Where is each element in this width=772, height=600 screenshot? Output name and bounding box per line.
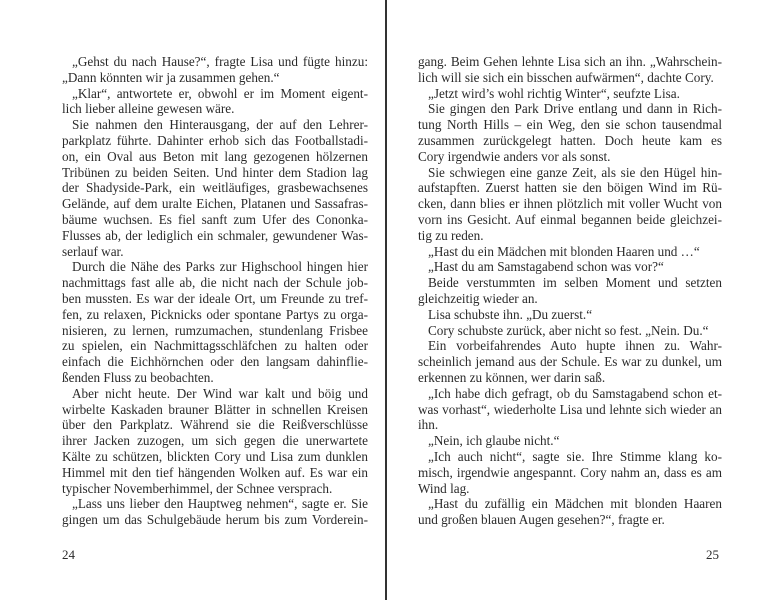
paragraph [418, 101, 722, 164]
text-line: tung North Hills – ein Weg, den sie schon tausendmal [418, 117, 722, 133]
text-line: der Shadyside-Park, ein weitläufiges, grasbewachsenes [62, 180, 368, 196]
text-line: cken, dann blies er ihnen plötzlich mit voller Wucht von [418, 196, 722, 212]
paragraph [62, 496, 368, 528]
text-line: Wind lag. [418, 480, 470, 496]
text-line: zusammen zurückgelegt hatten. Doch heute kam es [418, 132, 722, 148]
text-line: über den Parkplatz. Während sie die Reißverschlüsse [62, 417, 368, 433]
text-line: parkplatz führte. Dahinter erhob sich das Footballstadi- [62, 132, 368, 148]
text-line: Sie nahmen den Hinterausgang, der auf den Lehrer- [72, 117, 368, 133]
text-line: Flusses ab, der lediglich ein schmaler, gewundener Was- [62, 227, 368, 243]
paragraph [418, 449, 722, 496]
text-line: Cory irgendwie anders vor als sonst. [418, 148, 611, 164]
text-line: Ein vorbeifahrendes Auto hupte ihnen zu. Wahr- [428, 338, 722, 354]
paragraph [418, 496, 722, 528]
text-line: scheinlich jemand aus der Schule. Es war zu dunkel, um [418, 354, 722, 370]
paragraph [62, 117, 368, 259]
text-line: bäume wuchsen. Es fiel sanft zum Ufer des Cononka- [62, 211, 368, 227]
text-line: „Jetzt wird’s wohl richtig Winter“, seufzte Lisa. [428, 85, 680, 101]
text-line: fen, zu relaxen, Picknicks oder spontane Partys zu orga- [62, 306, 368, 322]
paragraph [62, 86, 368, 118]
text-line: Kälte zu schützen, blickten Cory und Lisa zum dunklen [62, 448, 368, 464]
text-line: Lisa schubste ihn. „Du zuerst.“ [428, 306, 593, 322]
text-line: Cory schubste zurück, aber nicht so fest. „Nein. Du.“ [428, 322, 709, 338]
paragraph [418, 275, 722, 307]
text-line: zu spielen, ein Nachmittagsschläfchen zu halten oder [62, 338, 368, 354]
text-line: einfach die Eichhörnchen oder den langsam dahinflie- [62, 354, 368, 370]
text-line: nisieren, zu lernen, rumzumachen, stundenlang Frisbee [62, 322, 368, 338]
paragraph [418, 165, 722, 244]
text-line: serlauf war. [62, 243, 124, 259]
text-line: „Nein, ich glaube nicht.“ [428, 433, 560, 449]
text-line: Aber nicht heute. Der Wind war kalt und böig und [72, 385, 368, 401]
text-line: ihrer Jacken zuzogen, um sich gegen die unerwartete [62, 433, 368, 449]
text-line: „Hast du zufällig ein Mädchen mit blonden Haaren [428, 496, 722, 512]
text-line: ben mussten. Es war der ideale Ort, um Freunde zu tref- [62, 290, 368, 306]
paragraph [418, 433, 722, 449]
text-line: gang. Beim Gehen lehnte Lisa sich an ihn. „Wahrschein- [418, 54, 722, 69]
text-line: Beide verstummten im selben Moment und setzten [428, 275, 722, 291]
paragraph [418, 386, 722, 433]
text-line: „Ich habe dich gefragt, ob du Samstagabend schon et- [428, 385, 722, 401]
text-line: Gelände, auf dem uralte Eichen, Platanen und Sassafras- [62, 196, 368, 212]
text-line: vorn ins Gesicht. Auf einmal begannen beide gleichzei- [418, 211, 722, 227]
text-line: aufstapften. Zuerst hatten sie den böigen Wind im Rü- [418, 180, 722, 196]
paragraph [418, 307, 722, 323]
text-line: tig zu reden. [418, 227, 484, 243]
paragraph [418, 86, 722, 102]
text-line: Sie gingen den Park Drive entlang und dann in Rich- [428, 101, 722, 117]
text-line: „Hast du am Samstagabend schon was vor?“ [428, 259, 664, 275]
text-line: nachmittags fast alle ab, die nicht nach der Schule job- [62, 275, 368, 291]
page-gutter-divider [385, 0, 387, 600]
paragraph [418, 54, 722, 86]
text-line: gingen um das Schulgebäude herum bis zum Vorderein- [62, 512, 368, 528]
text-line: gleichzeitig wieder an. [418, 290, 538, 306]
text-line: typischer Novemberhimmel, der Schnee versprach. [62, 480, 333, 496]
text-line: Himmel mit den tief hängenden Wolken auf. Es war ein [62, 464, 368, 480]
text-line: lich lieber alleine gewesen wäre. [62, 101, 235, 117]
text-line: misch, irgendwie angespannt. Cory nahm an, dass es am [418, 464, 722, 480]
paragraph [418, 338, 722, 385]
page-number-right: 25 [706, 547, 719, 562]
paragraph [418, 259, 722, 275]
text-line: „Dann könnten wir ja zusammen gehen.“ [62, 69, 280, 85]
paragraph [62, 386, 368, 497]
text-line: lich will sie sich ein bisschen aufwärmen“, dachte Cory. [418, 69, 714, 85]
text-line: ihn. [418, 417, 439, 433]
text-line: erkennen zu können, wer darin saß. [418, 369, 606, 385]
text-line: und großen blauen Augen gesehen?“, fragte er. [418, 512, 665, 528]
text-line: „Gehst du nach Hause?“, fragte Lisa und fügte hinzu: [72, 54, 368, 69]
paragraph [418, 244, 722, 260]
text-line: Sie schwiegen eine ganze Zeit, als sie den Hügel hin- [428, 164, 722, 180]
text-line: „Lass uns lieber den Hauptweg nehmen“, sagte er. Sie [72, 496, 368, 512]
text-line: „Klar“, antwortete er, obwohl er im Moment eigent- [72, 85, 368, 101]
left-page-text [62, 54, 368, 528]
text-line: „Ich auch nicht“, sagte sie. Ihre Stimme klang ko- [428, 448, 722, 464]
paragraph [418, 323, 722, 339]
paragraph [62, 259, 368, 385]
page-number-left: 24 [62, 547, 75, 562]
text-line: „Hast du ein Mädchen mit blonden Haaren und …“ [428, 243, 700, 259]
paragraph [62, 54, 368, 86]
text-line: ßenden Fluss zu beobachten. [62, 369, 214, 385]
right-page-text [418, 54, 722, 528]
text-line: Tribünen zu beiden Seiten. Und hinter dem Stadion lag [62, 164, 368, 180]
text-line: wirbelte Kaskaden brauner Blätter in schnellen Kreisen [62, 401, 368, 417]
text-line: on, ein Oval aus Beton mit lang gezogenen hölzernen [62, 148, 368, 164]
text-line: Durch die Nähe des Parks zur Highschool hingen hier [72, 259, 368, 275]
text-line: was vorhast“, wiederholte Lisa und lehnte sich wieder an [418, 401, 722, 417]
